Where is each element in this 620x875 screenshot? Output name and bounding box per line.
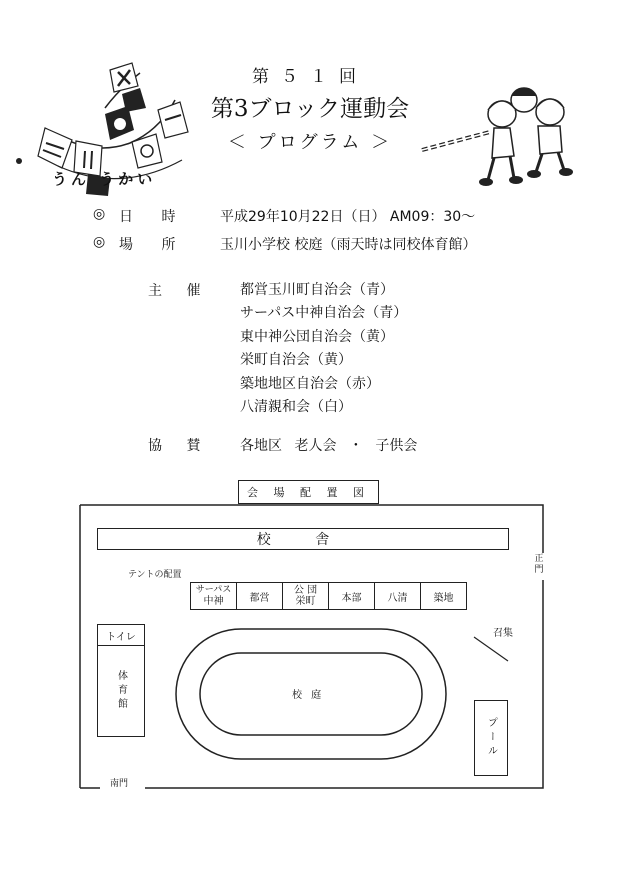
organizer-item: 八清親和会（白）	[240, 398, 352, 415]
date-mark: ◎	[93, 206, 106, 222]
organizer-item: 東中神公団自治会（黄）	[240, 328, 394, 345]
toilet	[97, 624, 145, 646]
supporters-label: 協 賛	[148, 438, 211, 454]
bunting-text: うん うかい	[52, 170, 157, 188]
tent-line1: 築地	[433, 592, 454, 604]
tent-row	[190, 582, 472, 610]
tent-toei	[236, 582, 283, 610]
venue-value: 玉川小学校 校庭（雨天時は同校体育館）	[220, 237, 477, 253]
organizer-item: サーパス中神自治会（青）	[240, 305, 408, 322]
event-title: 第3ブロック運動会	[210, 96, 410, 122]
organizers-label: 主 催	[148, 283, 211, 299]
venue-label: 場 所	[119, 237, 188, 253]
gymnasium	[97, 645, 145, 737]
program-subtitle: ＜ プログラム ＞	[227, 132, 393, 153]
tent-layout-label: テントの配置	[128, 570, 182, 580]
tent-surpass	[190, 582, 237, 610]
school-building-label: 校 舎	[256, 532, 350, 548]
toilet-label: トイレ	[106, 631, 136, 643]
venue-mark: ◎	[93, 234, 106, 250]
tent-headquarters	[328, 582, 375, 610]
south-gate-label: 南門	[110, 779, 129, 789]
tent-hassei	[374, 582, 421, 610]
tent-line1: サーパス	[195, 585, 232, 595]
pool	[474, 700, 508, 776]
date-value: 平成29年10月22日（日） AM09：30～	[220, 209, 476, 225]
tent-line2: 中神	[203, 596, 224, 607]
gathering-point-label: 召集	[493, 628, 513, 639]
school-building	[97, 528, 509, 550]
gymnasium-label: 体育館	[115, 670, 127, 712]
tent-line1: 都営	[249, 592, 270, 604]
main-gate-text: 正門	[532, 553, 543, 575]
edition-heading: 第５１回	[252, 67, 368, 87]
schoolyard-label: 校 庭	[292, 690, 325, 701]
supporters-value: 各地区 老人会 ・ 子供会	[240, 438, 418, 454]
tent-line2: 栄町	[295, 596, 316, 607]
main-gate-label	[530, 553, 544, 579]
tent-tsukiji	[420, 582, 467, 610]
map-title-text: 会 場 配 置 図	[247, 486, 370, 499]
tent-line1: 八清	[387, 592, 408, 604]
tent-line1: 本部	[341, 592, 362, 604]
organizer-item: 栄町自治会（黄）	[240, 352, 352, 369]
tent-line1: 公 団	[293, 585, 318, 596]
organizer-item: 都営玉川町自治会（青）	[240, 282, 394, 298]
organizer-item: 築地地区自治会（赤）	[240, 375, 380, 392]
date-label: 日 時	[119, 209, 188, 225]
tent-koudan-sakae	[282, 582, 329, 610]
pool-label: プール	[485, 717, 497, 759]
